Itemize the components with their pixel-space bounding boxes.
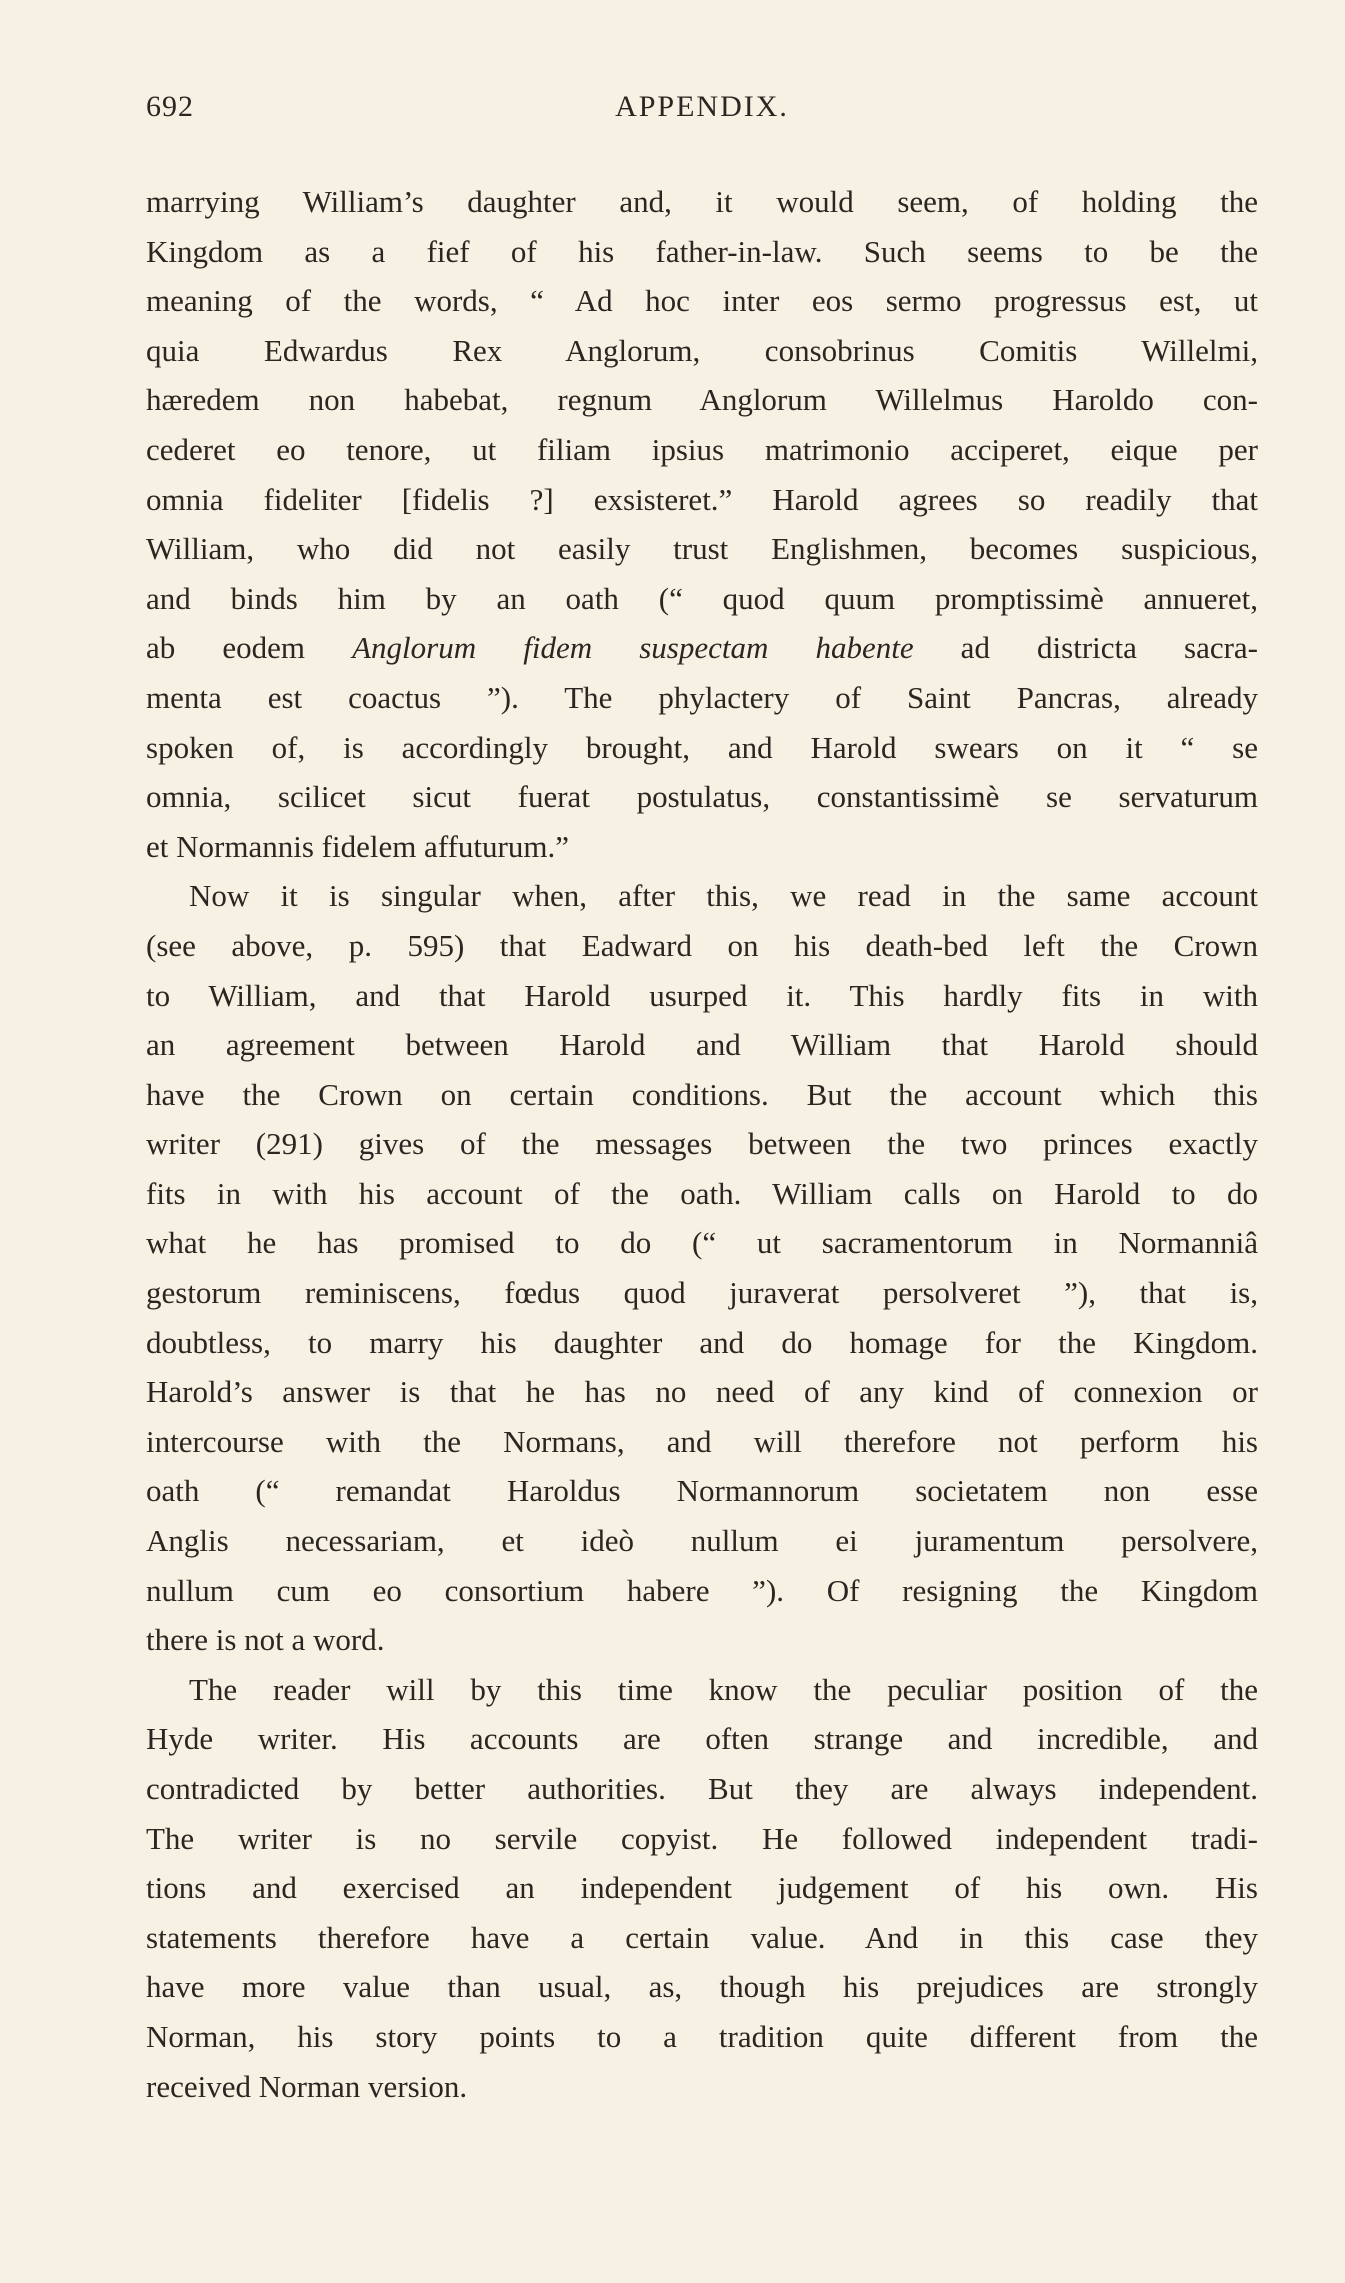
paragraph-first-line: The reader will by this time know the peculiar position of the [189,1671,1258,1707]
text-line: Norman, his story points to a tradition quite different from the [146,2018,1258,2054]
text-line: Harold’s answer is that he has no need of any kind of connexion or [146,1374,1258,1410]
paragraph-first-line: Now it is singular when, after this, we read in the same account [189,878,1258,914]
text-line: contradicted by better authorities. But they are always independent. [146,1771,1258,1806]
text-line: oath (“ remandat Haroldus Normannorum societatem non esse [146,1473,1258,1509]
running-head [146,82,1258,132]
text-line: tions and exercised an independent judgement of his own. His [146,1870,1258,1906]
text-line: an agreement between Harold and William that Harold should [146,1027,1258,1063]
text-line: William, who did not easily trust Englishmen, becomes suspicious, [146,531,1258,567]
text-line: there is not a word. [146,1622,385,1658]
text-line: to William, and that Harold usurped it. This hardly fits in with [146,977,1258,1013]
text-line: Kingdom as a fief of his father-in-law. Such seems to be the [146,233,1258,269]
text-line: Anglis necessariam, et ideò nullum ei juramentum persolvere, [146,1523,1258,1559]
text-line: marrying William’s daughter and, it would seem, of holding the [146,184,1258,219]
text-line: nullum cum eo consortium habere ”). Of resigning the Kingdom [146,1572,1258,1608]
text-line: Hyde writer. His accounts are often strange and incredible, and [146,1721,1258,1757]
text-line-with-italic [146,623,1258,673]
running-title: APPENDIX. [615,90,789,123]
text-line: meaning of the words, “ Ad hoc inter eos sermo progressus est, ut [146,283,1258,319]
text-line: The writer is no servile copyist. He followed independent tradi- [146,1820,1258,1856]
text-line: intercourse with the Normans, and will therefore not perform his [146,1423,1258,1459]
text-line: quia Edwardus Rex Anglorum, consobrinus Comitis Willelmi, [146,332,1258,368]
text-line: omnia, scilicet sicut fuerat postulatus, constantissimè se servaturum [146,779,1258,815]
text-line: (see above, p. 595) that Eadward on his death-bed left the Crown [146,927,1258,963]
text-line: statements therefore have a certain value. And in this case they [146,1919,1258,1955]
text-line: received Norman version. [146,2068,468,2104]
text-line: writer (291) gives of the messages between the two princes exactly [146,1126,1258,1162]
text-line: spoken of, is accordingly brought, and Harold swears on it “ se [146,729,1258,765]
text-line: omnia fideliter [fidelis ?] exsisteret.” Harold agrees so readily that [146,481,1258,517]
text-line: and binds him by an oath (“ quod quum promptissimè annueret, [146,580,1258,616]
page-number: 692 [146,90,194,123]
text-line: cederet eo tenore, ut filiam ipsius matrimonio acciperet, eique per [146,431,1258,467]
text-line: fits in with his account of the oath. William calls on Harold to do [146,1175,1258,1211]
text-span: ad districta sacra- [913,630,1258,666]
text-line: gestorum reminiscens, fœdus quod juraverat persolveret ”), that is, [146,1275,1258,1311]
text-line: menta est coactus ”). The phylactery of Saint Pancras, already [146,679,1258,715]
italic-phrase: Anglorum fidem suspectam habente [352,630,914,666]
text-line: have the Crown on certain conditions. But the account which this [146,1076,1258,1112]
text-span: ab eodem [146,630,353,666]
text-line: doubtless, to marry his daughter and do homage for the Kingdom. [146,1324,1258,1360]
body-text [146,177,1258,2111]
text-line: et Normannis fidelem affuturum.” [146,828,569,864]
text-line: what he has promised to do (“ ut sacramentorum in Normanniâ [146,1225,1258,1261]
text-line: have more value than usual, as, though his prejudices are strongly [146,1969,1258,2005]
text-line: hæredem non habebat, regnum Anglorum Willelmus Haroldo con- [146,382,1258,418]
